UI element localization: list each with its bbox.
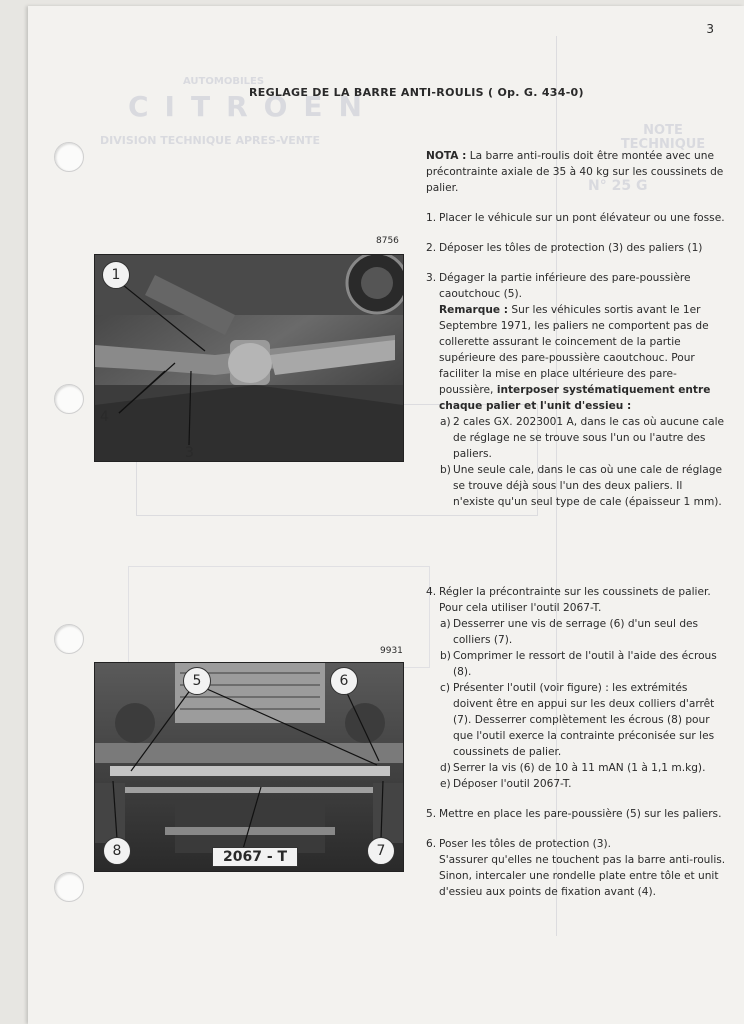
step-3 bbox=[426, 270, 726, 414]
step-4 bbox=[426, 584, 726, 616]
figure-2-callout: 7 bbox=[367, 837, 395, 865]
figure-1-label: 3 bbox=[185, 445, 194, 461]
step-text: Dégager la partie inférieure des pare-poussière caoutchouc (5). bbox=[439, 272, 691, 300]
sub-text: Desserrer une vis de serrage (6) d'un seul des colliers (7). bbox=[453, 618, 699, 646]
step-number: 2. bbox=[426, 242, 437, 254]
sub-letter: c) bbox=[440, 682, 450, 694]
sub-letter: b) bbox=[440, 650, 451, 662]
sub-letter: b) bbox=[440, 464, 451, 476]
figure-2-leader-lines bbox=[95, 663, 403, 871]
step-3-sub-a bbox=[426, 414, 726, 462]
sub-letter: a) bbox=[440, 416, 451, 428]
step-6-extra: S'assurer qu'elles ne touchent pas la barre anti-roulis. Sinon, intercaler une rondelle plate entre tôle et unit d'essieu aux points de fixation avant (4). bbox=[439, 854, 726, 898]
step-number: 6. bbox=[426, 838, 437, 850]
figure-1-label: 4 bbox=[100, 409, 109, 425]
sub-text: Serrer la vis (6) de 10 à 11 mAN (1 à 1,1 m.kg). bbox=[453, 762, 706, 774]
step-4-sub-a bbox=[426, 616, 726, 648]
sub-text: Déposer l'outil 2067-T. bbox=[453, 778, 572, 790]
step-4-intro: Pour cela utiliser l'outil 2067-T. bbox=[439, 602, 602, 614]
bleed-note: NOTE TECHNIQUE bbox=[620, 123, 706, 152]
sub-letter: a) bbox=[440, 618, 451, 630]
figure-2-callout: 6 bbox=[330, 667, 358, 695]
remark-label: Remarque : bbox=[439, 304, 508, 316]
step-3-sub-b bbox=[426, 462, 726, 510]
step-4-sub-b bbox=[426, 648, 726, 680]
binder-hole bbox=[54, 872, 84, 902]
figure-1-photo bbox=[94, 254, 404, 462]
bleed-brand: CITROEN bbox=[128, 90, 378, 123]
figure-2-photo bbox=[94, 662, 404, 872]
step-number: 4. bbox=[426, 586, 437, 598]
sub-text: Comprimer le ressort de l'outil à l'aide des écrous (8). bbox=[453, 650, 717, 678]
binder-hole bbox=[54, 384, 84, 414]
remark-text: Sur les véhicules sortis avant le 1er Septembre 1971, les paliers ne comportent pas de collerette assurant le coincement de la partie supérieure des pare-poussière caoutchouc. Pour faciliter la mise en place ultérieure des pare-poussière, bbox=[439, 304, 709, 396]
step-4-sub-d bbox=[426, 760, 726, 776]
step-4-sub-e bbox=[426, 776, 726, 792]
bleed-note-number: N° 25 G bbox=[588, 178, 648, 194]
step-text: Mettre en place les pare-poussière (5) sur les paliers. bbox=[439, 808, 722, 820]
step-5 bbox=[426, 806, 726, 822]
step-number: 1. bbox=[426, 212, 437, 224]
figure-2-tool-label: 2067 - T bbox=[212, 847, 298, 867]
figure-2-callout: 8 bbox=[103, 837, 131, 865]
step-4-sub-c bbox=[426, 680, 726, 760]
step-6 bbox=[426, 836, 726, 900]
instructions-upper bbox=[426, 148, 726, 510]
nota-paragraph bbox=[426, 148, 726, 196]
figure-2-code: 9931 bbox=[380, 646, 403, 656]
sub-text: 2 cales GX. 2023001 A, dans le cas où aucune cale de réglage ne se trouve sous l'un ou l'autre des paliers. bbox=[453, 416, 725, 460]
sub-text: Présenter l'outil (voir figure) : les extrémités doivent être en appui sur les deux colliers d'arrêt (7). Desserrer complètement les écrous (8) pour que l'outil exerce la contrainte préconisée sur les coussinets de palier. bbox=[453, 682, 715, 758]
step-2 bbox=[426, 240, 726, 256]
step-text: Poser les tôles de protection (3). bbox=[439, 838, 612, 850]
figure-1-leader-lines bbox=[95, 255, 403, 461]
bleed-brand-small: AUTOMOBILES bbox=[183, 76, 265, 87]
binder-hole bbox=[54, 624, 84, 654]
remark-bold: interposer systématiquement entre chaque palier et l'unit d'essieu : bbox=[439, 384, 711, 412]
page-title: REGLAGE DE LA BARRE ANTI-ROULIS ( Op. G. 434-0) bbox=[249, 86, 584, 99]
sub-letter: e) bbox=[440, 778, 451, 790]
nota-label: NOTA : bbox=[426, 150, 467, 162]
instructions-lower bbox=[426, 584, 726, 900]
page-number: 3 bbox=[706, 22, 714, 36]
nota-text: La barre anti-roulis doit être montée avec une précontrainte axiale de 35 à 40 kg sur les coussinets de palier. bbox=[426, 150, 724, 194]
step-text: Déposer les tôles de protection (3) des paliers (1) bbox=[439, 242, 703, 254]
figure-2-callout: 5 bbox=[183, 667, 211, 695]
step-text: Placer le véhicule sur un pont élévateur ou une fosse. bbox=[439, 212, 725, 224]
sub-text: Une seule cale, dans le cas où une cale de réglage se trouve déjà sous l'un des deux paliers. Il n'existe qu'un seul type de cale (épaisseur 1 mm). bbox=[453, 464, 722, 508]
figure-1-code: 8756 bbox=[376, 236, 399, 246]
step-text: Régler la précontrainte sur les coussinets de palier. bbox=[439, 586, 711, 598]
bleed-division: DIVISION TECHNIQUE APRES-VENTE bbox=[100, 134, 320, 147]
step-3-remark bbox=[439, 302, 726, 414]
step-1 bbox=[426, 210, 726, 226]
sub-letter: d) bbox=[440, 762, 451, 774]
figure-1-callout: 1 bbox=[102, 261, 130, 289]
step-number: 5. bbox=[426, 808, 437, 820]
binder-hole bbox=[54, 142, 84, 172]
step-number: 3. bbox=[426, 272, 437, 284]
